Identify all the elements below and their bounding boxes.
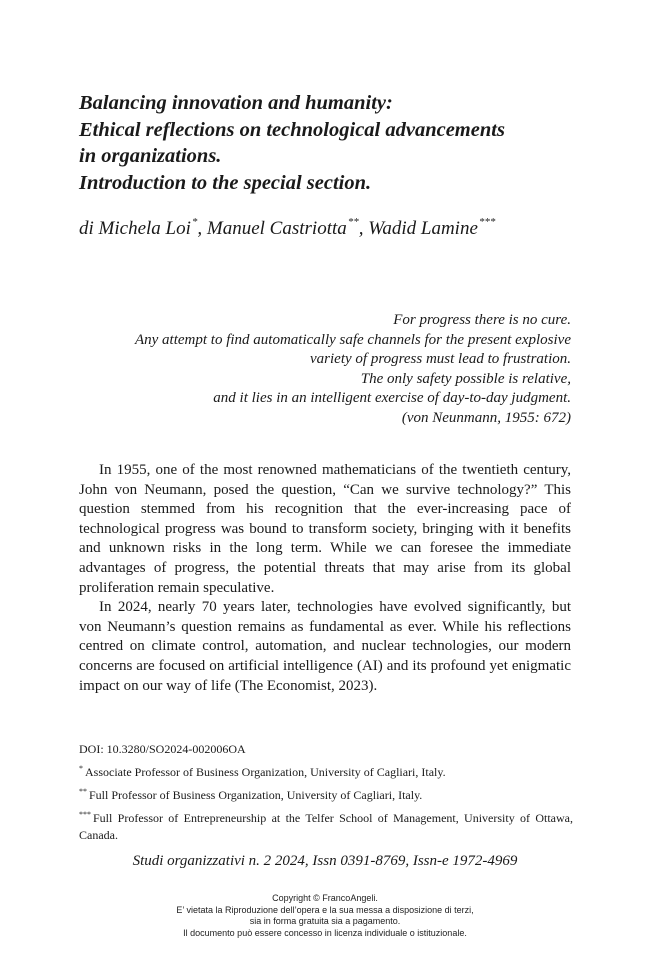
copyright-line: E’ vietata la Riproduzione dell’opera e la sua messa a disposizione di terzi, (176, 904, 474, 915)
footnote (79, 807, 573, 843)
epigraph-line: Any attempt to find automatically safe channels for the present explosive (134, 331, 571, 348)
byline-prefix: di (79, 218, 94, 239)
epigraph-line: and it lies in an intelligent exercise of day-to-day judgment. (213, 390, 571, 407)
epigraph-line: variety of progress must lead to frustration. (310, 351, 571, 368)
epigraph-line: The only safety possible is relative, (360, 370, 571, 387)
copyright-line: Copyright © FrancoAngeli. (272, 893, 378, 903)
epigraph-line: For progress there is no cure. (393, 312, 571, 328)
footnote-text: Full Professor of Business Organization, University of Cagliari, Italy. (89, 788, 423, 802)
footnote (79, 784, 573, 804)
epigraph-quote (79, 311, 571, 429)
author-footnote-mark: * (191, 216, 198, 228)
article-title (79, 90, 599, 196)
author-name: Wadid Lamine (368, 218, 478, 239)
footnote-mark: ** (79, 787, 87, 796)
doi-line: DOI: 10.3280/SO2024-002006OA (79, 742, 246, 756)
author-byline: di Michela Loi*, Manuel Castriotta**, Wadid Lamine*** (79, 216, 496, 239)
footnote-text: Associate Professor of Business Organization, University of Cagliari, Italy. (85, 765, 446, 779)
body-text (79, 461, 571, 696)
footnotes (79, 741, 573, 847)
author-name: Michela Loi (98, 218, 191, 239)
title-line: Ethical reflections on technological advancements (79, 118, 505, 141)
body-paragraph: In 2024, nearly 70 years later, technologies have evolved significantly, but von Neumann’s question remains as fundamental as ever. While his reflections centred on climate control, automation, and nuclear technologies, our modern concerns are focused on artificial intelligence (AI) and its profound yet enigmatic impact on our way of life (The Economist, 2023). (79, 599, 571, 694)
author-footnote-mark: ** (347, 216, 359, 228)
title-line: Balancing innovation and humanity: (79, 92, 393, 114)
copyright-line: Il documento può essere concesso in licenza individuale o istituzionale. (183, 928, 467, 939)
footnote-text: Full Professor of Entrepreneurship at the Telfer School of Management, University of Ottawa, Canada. (79, 811, 573, 842)
copyright-notice (0, 893, 650, 940)
title-line: in organizations. (79, 145, 222, 167)
author-footnote-mark: *** (478, 216, 496, 228)
footnote-mark: *** (79, 810, 91, 819)
author-name: Manuel Castriotta (206, 218, 347, 239)
epigraph-citation: (von Neunmann, 1955: 672) (401, 409, 571, 426)
title-line: Introduction to the special section. (79, 171, 372, 194)
body-paragraph: In 1955, one of the most renowned mathematicians of the twentieth century, John von Neumann, posed the question, “Can we survive technology?” This question stemmed from his recognition that the ever-increasing pace of technological progress was bound to transform society, bringing with it benefits and unknown risks in the long term. While we can foresee the immediate advantages of progress, the potential threats that may arise from its global proliferation remain speculative. (79, 462, 571, 596)
footnote (79, 761, 573, 781)
journal-citation: Studi organizzativi n. 2 2024, Issn 0391-8769, Issn-e 1972-4969 (132, 853, 518, 869)
footnote-mark: * (79, 764, 83, 773)
copyright-line: sia in forma gratuita sia a pagamento. (249, 916, 401, 927)
